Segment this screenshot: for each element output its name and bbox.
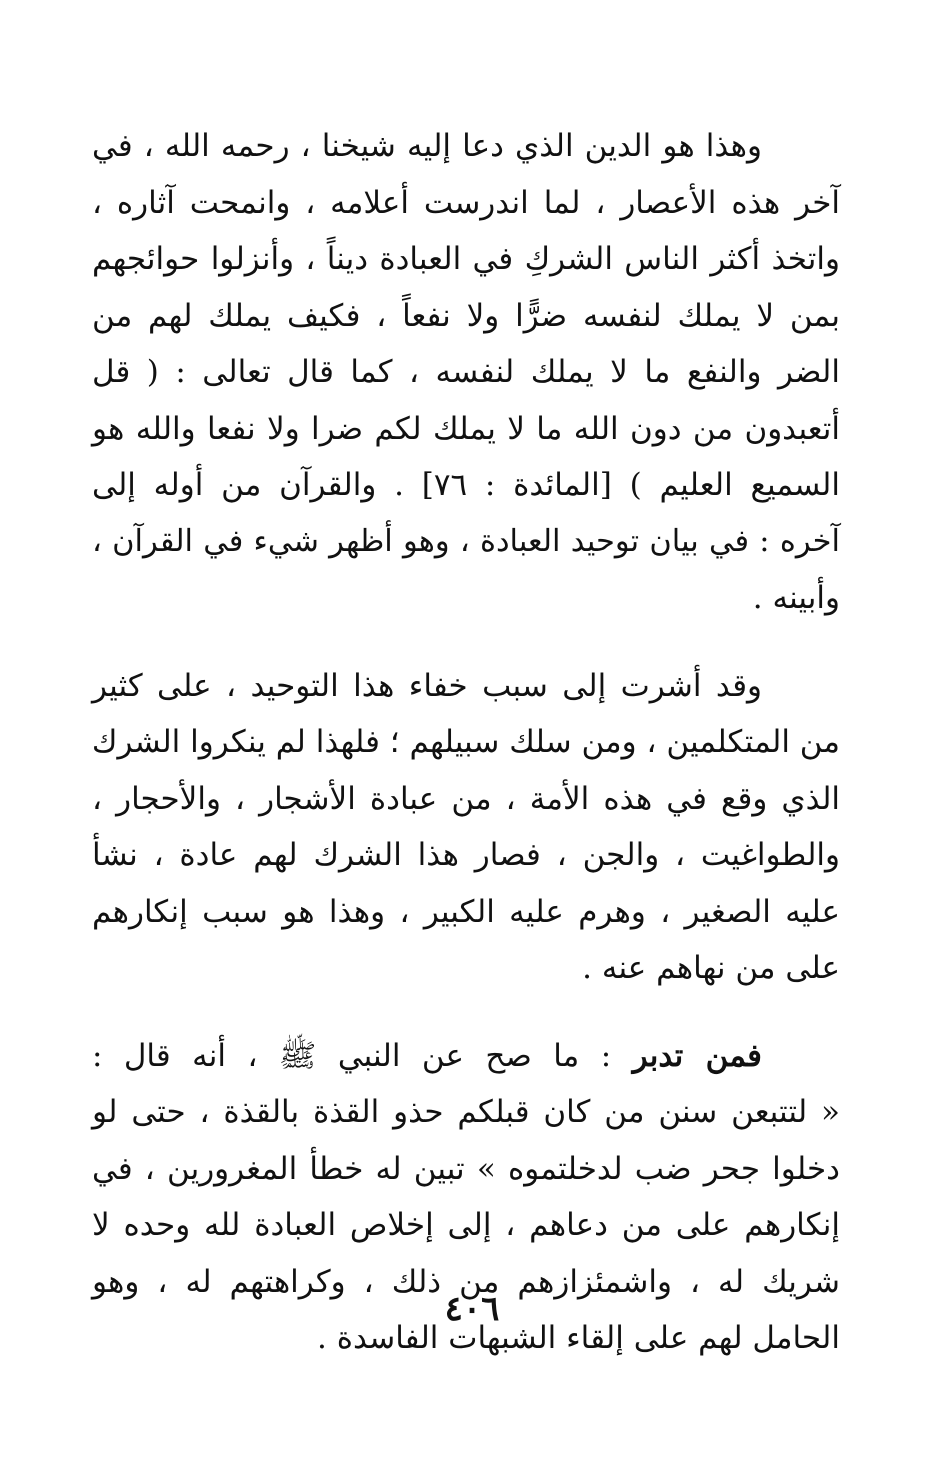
text-line: وقد أشرت إلى سبب خفاء هذا التوحيد ، على كثير — [92, 667, 762, 704]
page-number: ٤٠٦ — [444, 1289, 500, 1329]
paragraph-1 — [92, 118, 840, 627]
text-line: شريك له ، واشمئزازهم من ذلك ، وكراهتهم له ، وهو — [92, 1263, 840, 1300]
text-line — [92, 1028, 840, 1085]
text-line: آخر هذه الأعصار ، لما اندرست أعلامه ، وانمحت آثاره ، — [92, 184, 840, 221]
body-text — [92, 118, 840, 1367]
lead-line-rest: : ما صح عن النبي ﷺ ، أنه قال : — [92, 1037, 612, 1074]
paragraph-2 — [92, 658, 840, 997]
text-line: آخره : في بيان توحيد العبادة ، وهو أظهر شيء في القرآن ، — [92, 523, 840, 559]
text-line: على من نهاهم عنه . — [582, 950, 840, 986]
text-line: السميع العليم ) [المائدة : ٧٦] . والقرآن من أوله إلى — [92, 467, 840, 503]
text-line: الذي وقع في هذه الأمة ، من عبادة الأشجار ، والأحجار ، — [92, 780, 840, 817]
text-line: واتخذ أكثر الناس الشركِ في العبادة ديناً ، وأنزلوا حوائجهم — [92, 241, 840, 277]
text-line: بمن لا يملك لنفسه ضرًّا ولا نفعاً ، فكيف يملك لهم من — [92, 297, 840, 334]
text-line: الضر والنفع ما لا يملك لنفسه ، كما قال تعالى : ( قل — [92, 354, 840, 390]
text-line: وأبينه . — [752, 580, 840, 616]
lead-phrase: فمن تدبر — [632, 1037, 763, 1074]
text-line: دخلوا جحر ضب لدخلتموه » تبين له خطأ المغرورين ، في — [92, 1150, 840, 1187]
text-line: إنكارهم على من دعاهم ، إلى إخلاص العبادة لله وحده لا — [92, 1207, 840, 1243]
text-line: والطواغيت ، والجن ، فصار هذا الشرك لهم عادة ، نشأ — [92, 837, 840, 873]
text-line: وهذا هو الدين الذي دعا إليه شيخنا ، رحمه الله ، في — [92, 128, 762, 164]
text-line: « لتتبعن سنن من كان قبلكم حذو القذة بالقذة ، حتى لو — [92, 1094, 840, 1130]
text-line: الحامل لهم على إلقاء الشبهات الفاسدة . — [317, 1320, 840, 1356]
text-line: من المتكلمين ، ومن سلك سبيلهم ؛ فلهذا لم ينكروا الشرك — [91, 724, 840, 760]
text-line: عليه الصغير ، وهرم عليه الكبير ، وهذا هو سبب إنكارهم — [92, 893, 840, 930]
text-line: أتعبدون من دون الله ما لا يملك لكم ضرا ولا نفعا والله هو — [92, 410, 840, 447]
